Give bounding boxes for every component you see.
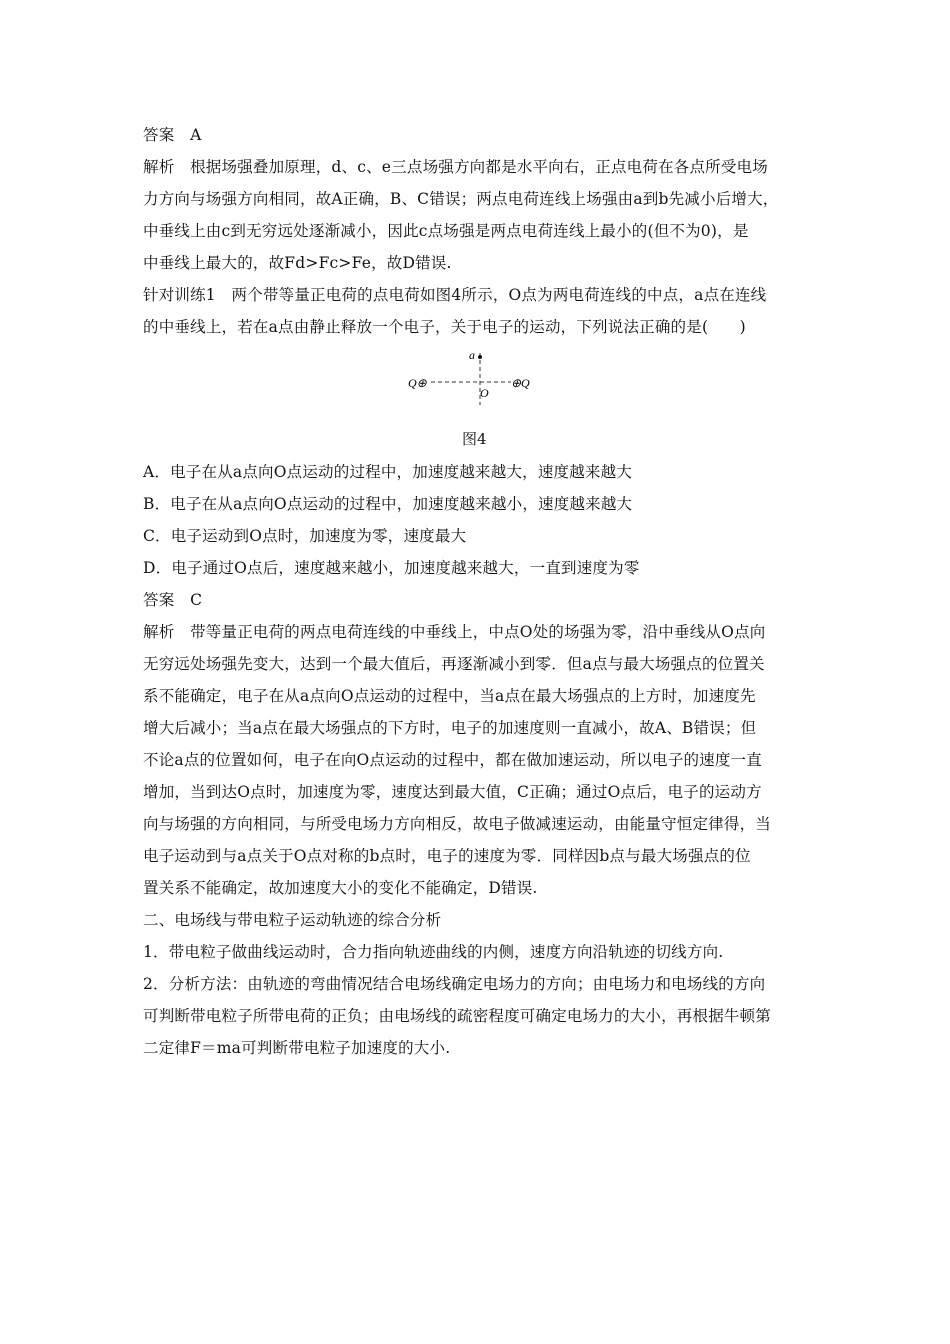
analysis-line-1: 解析 根据场强叠加原理，d、c、e三点场强方向都是水平向右，正点电荷在各点所受电场: [143, 158, 768, 176]
analysis2-line-6: 增加，当到达O点时，加速度为零，速度达到最大值，C正确；通过O点后，电子的运动方: [143, 783, 762, 801]
label-left-charge: Q⊕: [408, 376, 427, 390]
section-point-2-line-2: 可判断带电粒子所带电荷的正负；由电场线的疏密程度可确定电场力的大小，再根据牛顿第: [143, 1007, 772, 1025]
label-right-charge: ⊕Q: [511, 376, 530, 390]
analysis2-line-9: 置关系不能确定，故加速度大小的变化不能确定，D错误.: [143, 879, 538, 897]
section-point-2-line-3: 二定律F＝ma可判断带电粒子加速度的大小.: [143, 1039, 451, 1057]
exercise-line-1: 针对训练1 两个带等量正电荷的点电荷如图4所示，O点为两电荷连线的中点，a点在连线: [143, 286, 767, 304]
section-point-2-line-1: 2．分析方法：由轨迹的弯曲情况结合电场线确定电场力的方向；由电场力和电场线的方向: [143, 975, 766, 993]
answer-line: 答案 A: [143, 126, 202, 144]
analysis2-line-3: 系不能确定，电子在从a点向O点运动的过程中，当a点在最大场强点的上方时，加速度先: [143, 687, 756, 705]
section-heading: 二、电场线与带电粒子运动轨迹的综合分析: [143, 911, 442, 929]
label-O: O: [480, 386, 489, 400]
section-point-1: 1．带电粒子做曲线运动时，合力指向轨迹曲线的内侧，速度方向沿轨迹的切线方向.: [143, 943, 724, 961]
analysis2-line-2: 无穷远处场强先变大，达到一个最大值后，再逐渐减小到零．但a点与最大场强点的位置关: [143, 655, 765, 673]
figure-caption: 图4: [462, 430, 487, 448]
analysis2-line-5: 不论a点的位置如何，电子在向O点运动的过程中，都在做加速运动，所以电子的速度一直: [143, 751, 762, 769]
analysis2-line-7: 向与场强的方向相同，与所受电场力方向相反，故电子做减速运动，由能量守恒定律得，当: [143, 815, 772, 833]
analysis-line-2: 力方向与场强方向相同，故A正确，B、C错误；两点电荷连线上场强由a到b先减小后增大，: [143, 190, 779, 208]
option-b: B．电子在从a点向O点运动的过程中，加速度越来越小，速度越来越大: [143, 495, 633, 513]
point-a-dot: [478, 355, 482, 359]
analysis2-line-8: 电子运动到与a点关于O点对称的b点时，电子的速度为零．同样因b点与最大场强点的位: [143, 847, 751, 865]
option-a: A．电子在从a点向O点运动的过程中，加速度越来越大，速度越来越大: [143, 463, 633, 481]
option-c: C．电子运动到O点时，加速度为零，速度最大: [143, 527, 467, 545]
exercise-line-2: 的中垂线上，若在a点由静止释放一个电子，关于电子的运动，下列说法正确的是( ): [143, 318, 746, 336]
option-d: D．电子通过O点后，速度越来越小，加速度越来越大，一直到速度为零: [143, 559, 640, 577]
figure-4-diagram: [405, 345, 555, 405]
analysis2-line-4: 增大后减小；当a点在最大场强点的下方时，电子的加速度则一直减小，故A、B错误；但: [143, 719, 757, 737]
label-a: a: [469, 348, 475, 362]
analysis-line-3: 中垂线上由c到无穷远处逐渐减小，因此c点场强是两点电荷连线上最小的(但不为0)，是: [143, 222, 749, 240]
answer-2: 答案 C: [143, 591, 203, 609]
analysis-line-4: 中垂线上最大的，故Fd>Fc>Fe，故D错误.: [143, 254, 452, 272]
analysis2-line-1: 解析 带等量正电荷的两点电荷连线的中垂线上，中点O处的场强为零，沿中垂线从O点向: [143, 623, 766, 641]
